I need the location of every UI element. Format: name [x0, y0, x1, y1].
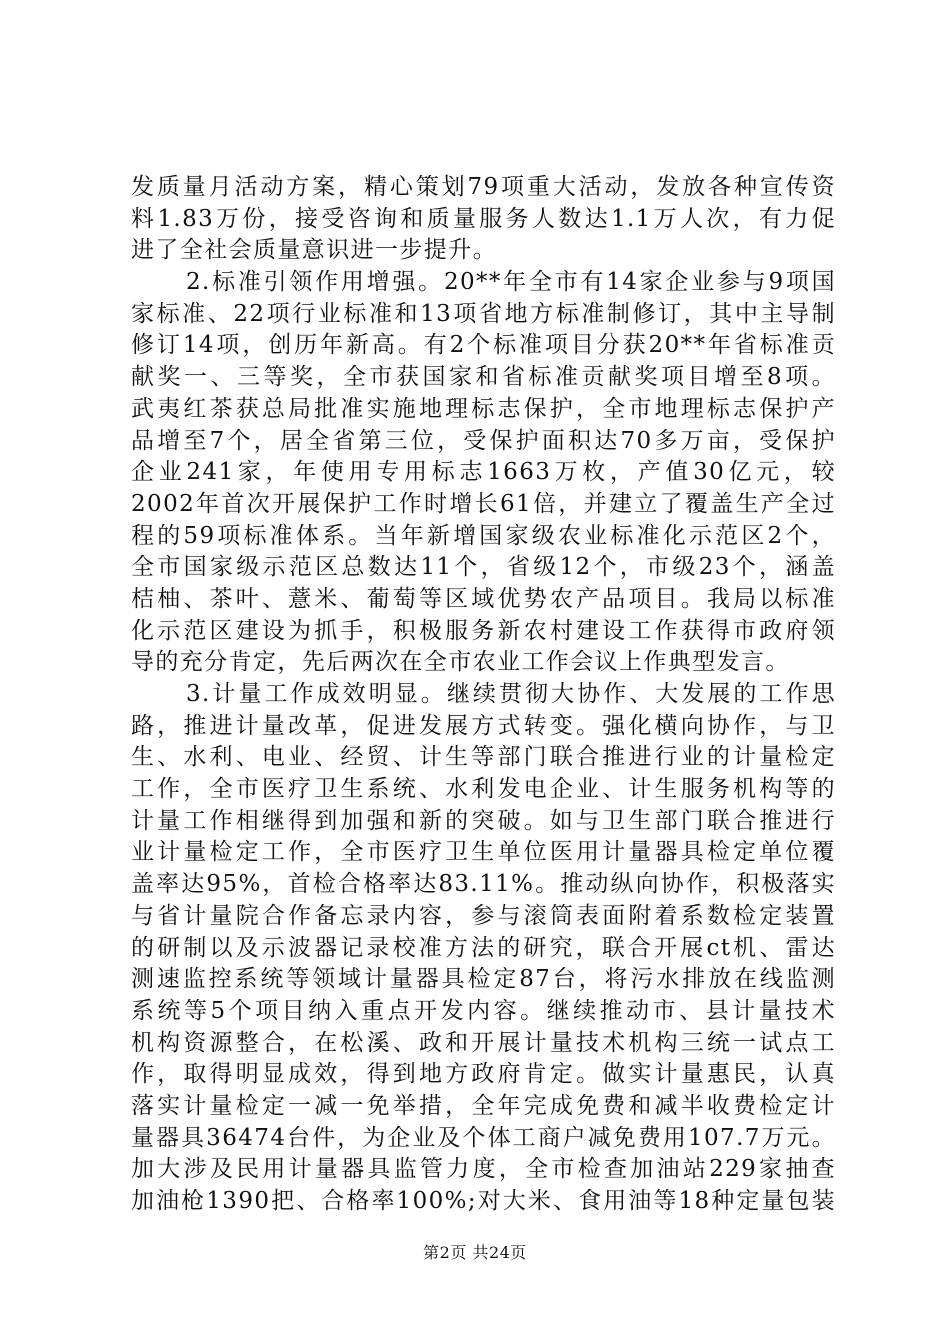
paragraph-line: 机构资源整合，在松溪、政和开展计量技术机构三统一试点工: [131, 1030, 836, 1056]
page-footer: 第2页 共24页: [423, 1243, 527, 1262]
paragraph-line: 量器具36474台件，为企业及个体工商户减免费用107.7万元。: [131, 1125, 836, 1151]
paragraph-line: 的研制以及示波器记录校准方法的研究，联合开展ct机、雷达: [131, 935, 836, 961]
paragraph-line: 落实计量检定一减一免举措，全年完成免费和减半收费检定计: [131, 1093, 836, 1119]
paragraph-line: 系统等5个项目纳入重点开发内容。继续推动市、县计量技术: [131, 998, 836, 1024]
paragraph-line: 导的充分肯定，先后两次在全市农业工作会议上作典型发言。: [131, 649, 790, 675]
paragraph-line: 企业241家，年使用专用标志1663万枚，产值30亿元，较: [131, 459, 836, 485]
paragraph-line: 化示范区建设为抓手，积极服务新农村建设工作获得市政府领: [131, 618, 836, 644]
paragraph-line: 2.标准引领作用增强。20**年全市有14家企业参与9项国: [186, 269, 836, 295]
paragraph-line: 计量工作相继得到加强和新的突破。如与卫生部门联合推进行: [131, 808, 836, 834]
paragraph-line: 加油枪1390把、合格率100%;对大米、食用油等18种定量包装: [131, 1188, 836, 1214]
paragraph-line: 全市国家级示范区总数达11个，省级12个，市级23个，涵盖: [131, 554, 836, 580]
paragraph-line: 料1.83万份，接受咨询和质量服务人数达1.1万人次，有力促: [131, 206, 836, 232]
paragraph-line: 进了全社会质量意识进一步提升。: [131, 237, 497, 263]
paragraph-line: 盖率达95%，首检合格率达83.11%。推动纵向协作，积极落实: [131, 871, 836, 897]
paragraph-line: 作，取得明显成效，得到地方政府肯定。做实计量惠民，认真: [131, 1061, 836, 1087]
paragraph-line: 发质量月活动方案，精心策划79项重大活动，发放各种宣传资: [131, 174, 836, 200]
paragraph-line: 武夷红茶获总局批准实施地理标志保护，全市地理标志保护产: [131, 396, 836, 422]
paragraph-line: 路，推进计量改革，促进发展方式转变。强化横向协作，与卫: [131, 713, 836, 739]
paragraph-line: 生、水利、电业、经贸、计生等部门联合推进行业的计量检定: [131, 744, 836, 770]
paragraph-line: 品增至7个，居全省第三位，受保护面积达70多万亩，受保护: [131, 428, 836, 454]
paragraph-line: 程的59项标准体系。当年新增国家级农业标准化示范区2个，: [131, 523, 836, 549]
paragraph-line: 业计量检定工作，全市医疗卫生单位医用计量器具检定单位覆: [131, 839, 836, 865]
paragraph-line: 3.计量工作成效明显。继续贯彻大协作、大发展的工作思: [186, 681, 836, 707]
paragraph-line: 桔柚、茶叶、薏米、葡萄等区域优势农产品项目。我局以标准: [131, 586, 836, 612]
paragraph-line: 加大涉及民用计量器具监管力度，全市检查加油站229家抽查: [131, 1156, 836, 1182]
paragraph-line: 2002年首次开展保护工作时增长61倍，并建立了覆盖生产全过: [131, 491, 836, 517]
paragraph-line: 献奖一、三等奖，全市获国家和省标准贡献奖项目增至8项。: [131, 364, 836, 390]
paragraph-line: 家标准、22项行业标准和13项省地方标准制修订，其中主导制: [131, 301, 836, 327]
paragraph-line: 修订14项，创历年新高。有2个标准项目分获20**年省标准贡: [131, 332, 836, 358]
paragraph-line: 工作，全市医疗卫生系统、水利发电企业、计生服务机构等的: [131, 776, 836, 802]
paragraph-line: 测速监控系统等领域计量器具检定87台，将污水排放在线监测: [131, 966, 836, 992]
paragraph-line: 与省计量院合作备忘录内容，参与滚筒表面附着系数检定装置: [131, 903, 836, 929]
